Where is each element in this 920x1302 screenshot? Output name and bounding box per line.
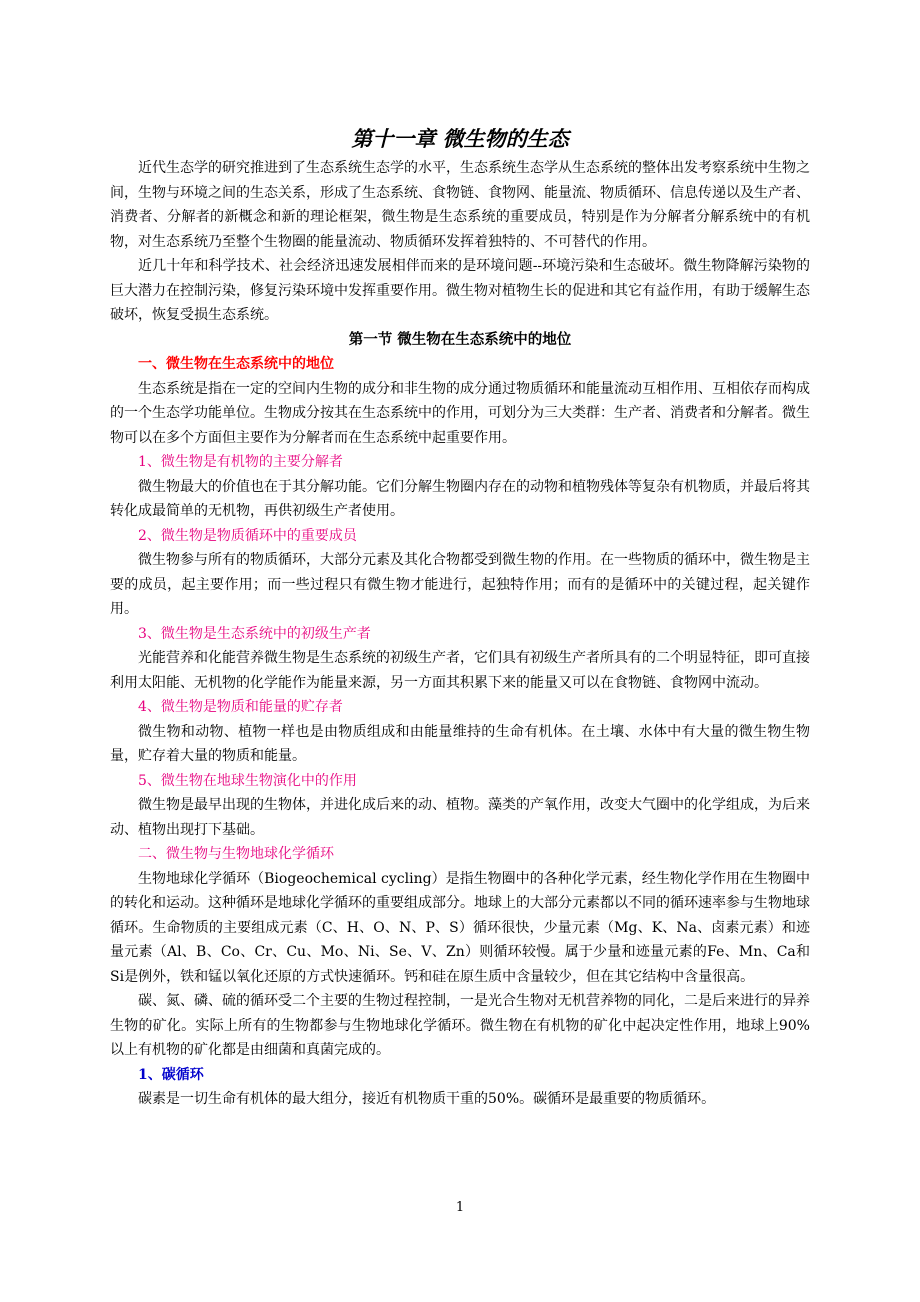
heading-carbon-cycle: 1、碳循环 bbox=[138, 1066, 204, 1083]
subheading-5: 5、微生物在地球生物演化中的作用 bbox=[138, 772, 357, 789]
sub2-paragraph: 微生物参与所有的物质循环，大部分元素及其化合物都受到微生物的作用。在一些物质的循环中，微生物是主要的成员，起主要作用；而一些过程只有微生物才能进行，起独特作用；而有的是循环中的关键过程，起关键作用。 bbox=[110, 552, 810, 617]
heading-s1: 一、微生物在生态系统中的地位 bbox=[138, 356, 334, 372]
sub4-paragraph: 微生物和动物、植物一样也是由物质组成和由能量维持的生命有机体。在土壤、水体中有大量的微生物生物量，贮存着大量的物质和能量。 bbox=[110, 723, 810, 764]
page-number: 1 bbox=[455, 1200, 465, 1215]
intro-paragraph-1: 近代生态学的研究推进到了生态系统生态学的水平，生态系统生态学从生态系统的整体出发考察系统中生物之间，生物与环境之间的生态关系，形成了生态系统、食物链、食物网、能量流、物质循环、信息传递以及生产者、消费者、分解者的新概念和新的理论框架，微生物是生态系统的重要成员，特别是作为分解者分解系统中的有机物，对生态系统乃至整个生物圈的能量流动、物质循环发挥着独特的、不可替代的作用。 bbox=[110, 160, 810, 250]
sub5-paragraph: 微生物是最早出现的生物体，并进化成后来的动、植物。藻类的产氧作用，改变大气圈中的化学组成，为后来动、植物出现打下基础。 bbox=[110, 797, 810, 838]
heading-s2: 二、微生物与生物地球化学循环 bbox=[138, 846, 334, 862]
subheading-3: 3、微生物是生态系统中的初级生产者 bbox=[138, 625, 371, 642]
carbon-paragraph: 碳素是一切生命有机体的最大组分，接近有机物质干重的50%。碳循环是最重要的物质循环。 bbox=[138, 1091, 716, 1107]
s2-paragraph-1: 生物地球化学循环（Biogeochemical cycling）是指生物圈中的各种化学元素，经生物化学作用在生物圈中的转化和运动。这种循环是地球化学循环的重要组成部分。地球上的大部分元素都以不同的循环速率参与生物地球循环。生命物质的主要组成元素（C、H、O、N、P、S）循环很快，少量元素（Mg、K、Na、卤素元素）和迹量元素（Al、B、Co、Cr、Cu、Mo、Ni、Se、V、Zn）则循环较慢。属于少量和迹量元素的Fe、Mn、Ca和Si是例外，铁和锰以氧化还原的方式快速循环。钙和硅在原生质中含量较少，但在其它结构中含量很高。 bbox=[110, 870, 810, 985]
s1-paragraph: 生态系统是指在一定的空间内生物的成分和非生物的成分通过物质循环和能量流动互相作用、互相依存而构成的一个生态学功能单位。生物成分按其在生态系统中的作用，可划分为三大类群：生产者、消费者和分解者。微生物可以在多个方面但主要作为分解者而在生态系统中起重要作用。 bbox=[110, 380, 810, 446]
sub1-paragraph: 微生物最大的价值也在于其分解功能。它们分解生物圈内存在的动物和植物残体等复杂有机物质，并最后将其转化成最简单的无机物，再供初级生产者使用。 bbox=[110, 478, 810, 519]
s2-paragraph-2: 碳、氮、磷、硫的循环受二个主要的生物过程控制，一是光合生物对无机营养物的同化，二是后来进行的异养生物的矿化。实际上所有的生物都参与生物地球化学循环。微生物在有机物的矿化中起决定性作用，地球上90%以上有机物的矿化都是由细菌和真菌完成的。 bbox=[110, 993, 810, 1058]
section-title: 第一节 微生物在生态系统中的地位 bbox=[348, 330, 572, 348]
page-content bbox=[110, 124, 810, 1112]
intro-paragraph-2: 近几十年和科学技术、社会经济迅速发展相伴而来的是环境问题--环境污染和生态破坏。微生物降解污染物的巨大潜力在控制污染，修复污染环境中发挥重要作用。微生物对植物生长的促进和其它有益作用，有助于缓解生态破坏，恢复受损生态系统。 bbox=[110, 258, 810, 323]
subheading-4: 4、微生物是物质和能量的贮存者 bbox=[138, 699, 343, 715]
sub3-paragraph: 光能营养和化能营养微生物是生态系统的初级生产者，它们具有初级生产者所具有的二个明显特征，即可直接利用太阳能、无机物的化学能作为能量来源，另一方面其积累下来的能量又可以在食物链、食物网中流动。 bbox=[110, 650, 810, 691]
chapter-title: 第十一章 微生物的生态 bbox=[351, 126, 569, 151]
subheading-2: 2、微生物是物质循环中的重要成员 bbox=[138, 527, 357, 544]
subheading-1: 1、微生物是有机物的主要分解者 bbox=[138, 454, 343, 470]
